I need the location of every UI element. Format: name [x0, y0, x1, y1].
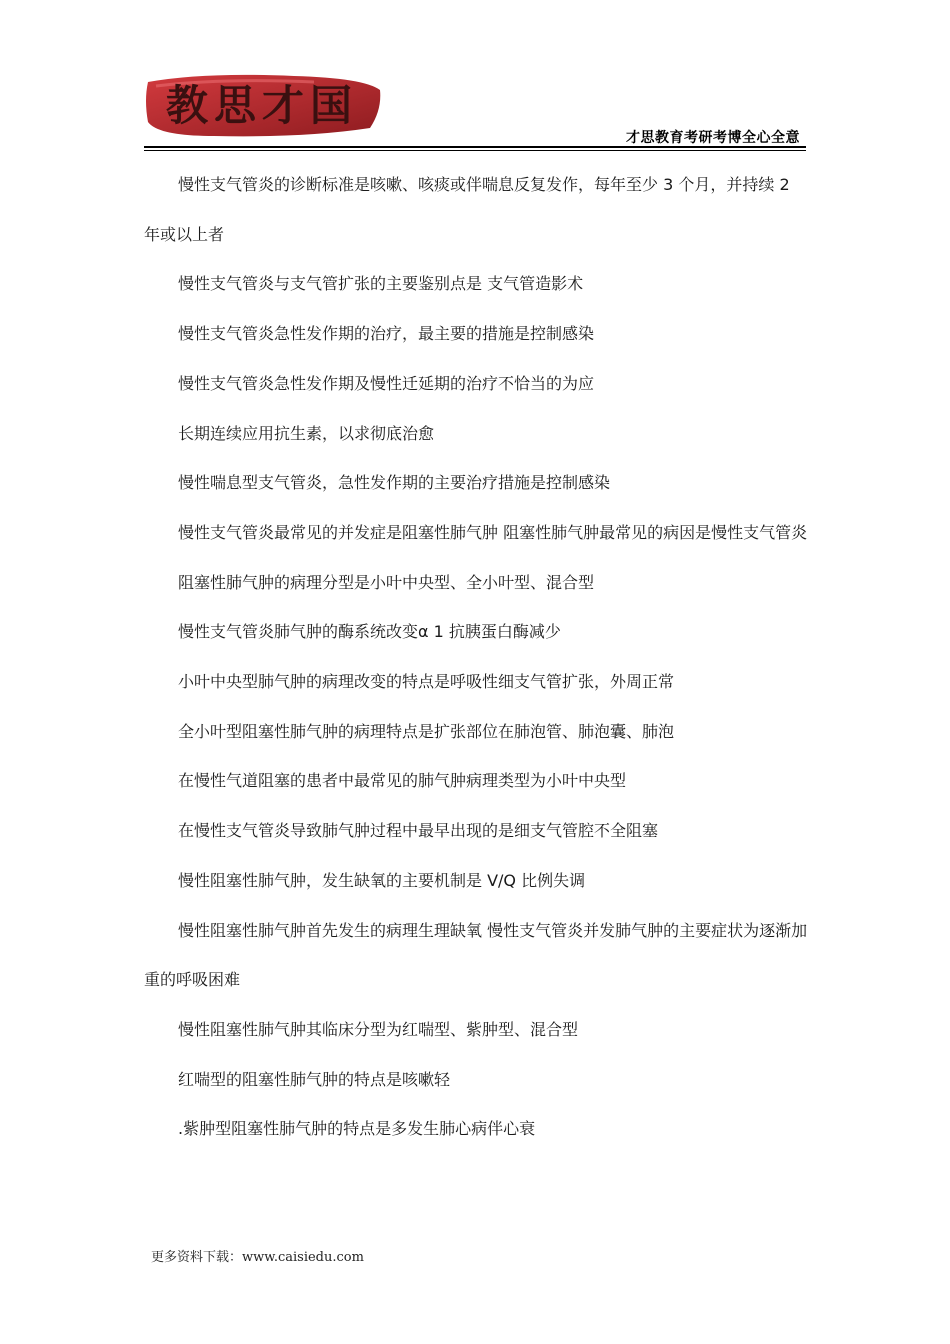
paragraph: 慢性支气管炎肺气肿的酶系统改变α 1 抗胰蛋白酶减少 — [178, 622, 561, 642]
document-body — [144, 160, 808, 1154]
paragraph: 长期连续应用抗生素，以求彻底治愈 — [178, 423, 435, 443]
paragraph: 慢性支气管炎急性发作期及慢性迁延期的治疗不恰当的为应 — [178, 373, 595, 393]
paragraph: 慢性支气管炎与支气管扩张的主要鉴别点是 支气管造影术 — [178, 274, 584, 294]
paragraph: 红喘型的阻塞性肺气肿的特点是咳嗽轻 — [178, 1069, 451, 1089]
paragraph: 在慢性气道阻塞的患者中最常见的肺气肿病理类型为小叶中央型 — [178, 771, 627, 791]
footer-download-link[interactable]: 更多资料下载：www.caisiedu.com — [151, 1250, 364, 1265]
paragraph: 慢性支气管炎最常见的并发症是阻塞性肺气肿 阻塞性肺气肿最常见的病因是慢性支气管炎 — [178, 522, 808, 542]
header-rule-thick — [144, 146, 806, 148]
page-header — [144, 70, 806, 150]
paragraph: 慢性喘息型支气管炎，急性发作期的主要治疗措施是控制感染 — [178, 473, 611, 493]
paragraph: 全小叶型阻塞性肺气肿的病理特点是扩张部位在肺泡管、肺泡囊、肺泡 — [178, 721, 675, 741]
paragraph: 小叶中央型肺气肿的病理改变的特点是呼吸性细支气管扩张，外周正常 — [178, 672, 675, 692]
paragraph: .紫肿型阻塞性肺气肿的特点是多发生肺心病伴心衰 — [178, 1119, 536, 1139]
paragraph: 慢性阻塞性肺气肿其临床分型为红喘型、紫肿型、混合型 — [178, 1019, 579, 1039]
logo — [144, 70, 384, 140]
paragraph: 慢性阻塞性肺气肿，发生缺氧的主要机制是 V/Q 比例失调 — [178, 870, 586, 890]
paragraph: 阻塞性肺气肿的病理分型是小叶中央型、全小叶型、混合型 — [178, 572, 595, 592]
paragraph: 在慢性支气管炎导致肺气肿过程中最早出现的是细支气管腔不全阻塞 — [178, 821, 659, 841]
header-rule-thin — [144, 150, 806, 151]
paragraph: 慢性支气管炎的诊断标准是咳嗽、咳痰或伴喘息反复发作，每年至少 3 个月，并持续 2 年或以上者 — [144, 175, 790, 244]
header-tagline: 才思教育考研考博全心全意 — [626, 130, 800, 146]
paragraph: 慢性支气管炎急性发作期的治疗，最主要的措施是控制感染 — [178, 324, 595, 344]
logo-text: 教思才国 — [165, 81, 359, 130]
paragraph: 慢性阻塞性肺气肿首先发生的病理生理缺氧 慢性支气管炎并发肺气肿的主要症状为逐渐加重的呼吸困难 — [144, 920, 808, 990]
